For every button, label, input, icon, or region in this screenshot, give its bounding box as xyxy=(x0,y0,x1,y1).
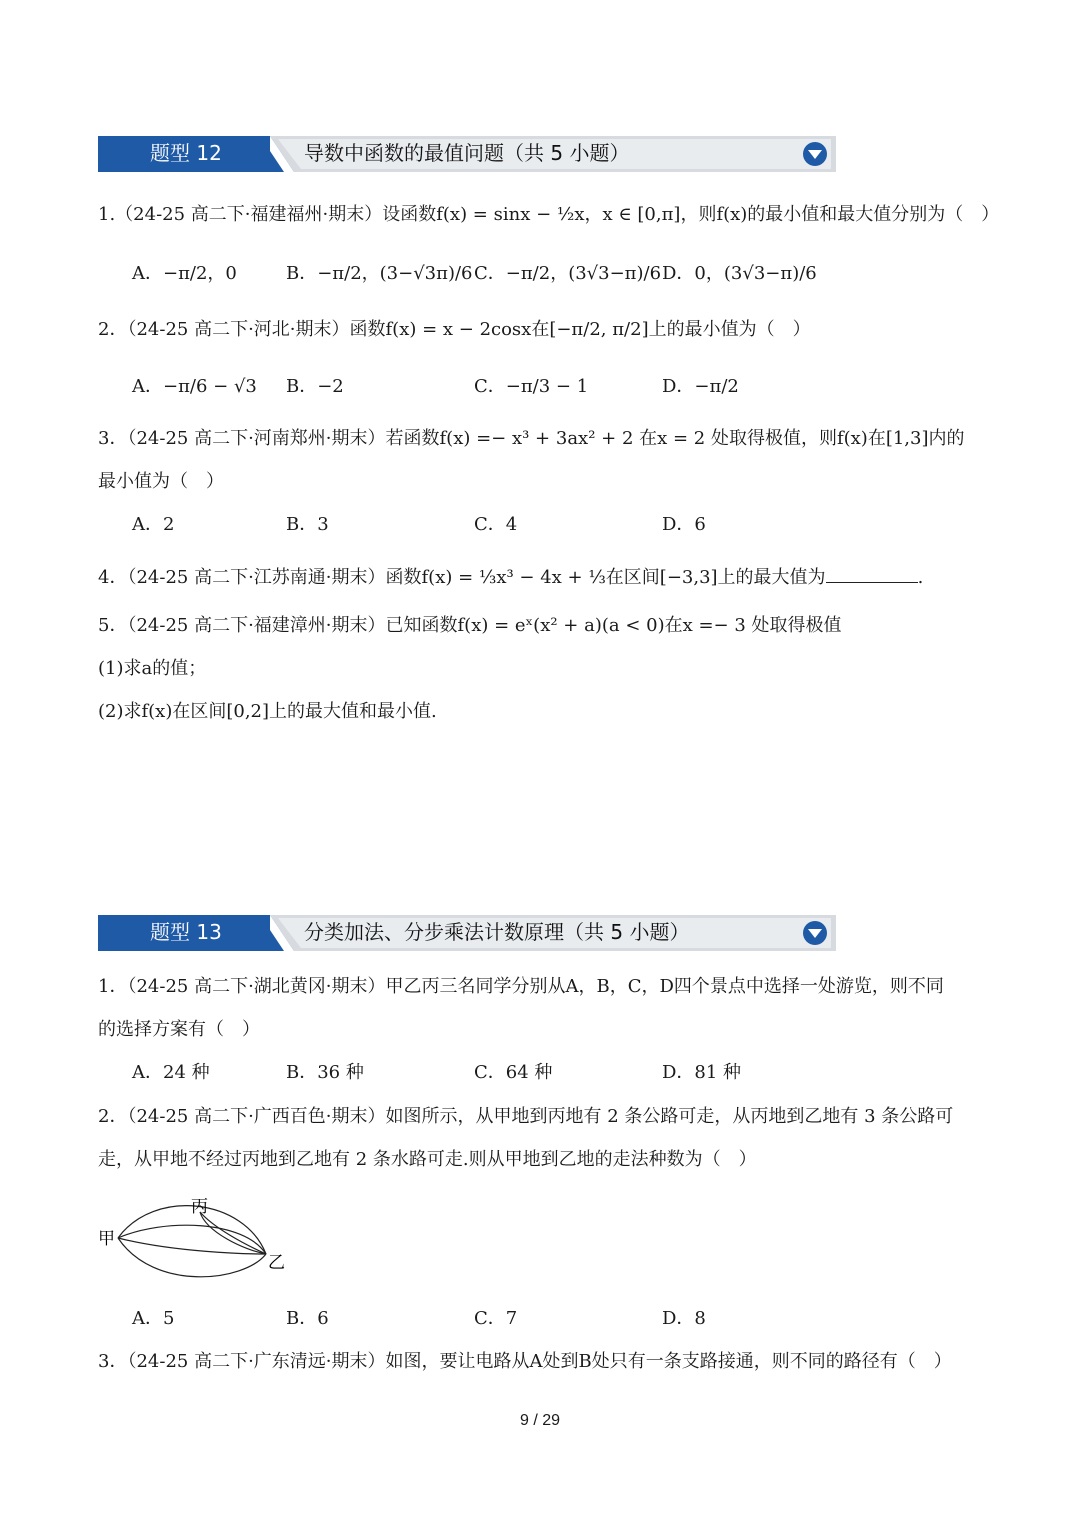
option-a: A．−π/6 − √3 xyxy=(132,376,257,397)
option-a: A．2 xyxy=(132,514,175,535)
option-d: D．81 种 xyxy=(662,1062,742,1083)
question-text: 5．（24-25 高二下·福建漳州·期末）已知函数f(x) = eˣ(x² + a)(a < 0)在x =− 3 处取得极值 xyxy=(98,615,842,636)
option-b: B．−π/2，(3−√3π)/6 xyxy=(286,263,473,284)
question-text: 2．（24-25 高二下·广西百色·期末）如图所示，从甲地到丙地有 2 条公路可走，从丙地到乙地有 3 条公路可 xyxy=(98,1106,954,1127)
option-c: C．−π/2，(3√3−π)/6 xyxy=(474,263,662,284)
option-a: A．5 xyxy=(132,1308,175,1329)
option-c: C．7 xyxy=(474,1308,518,1329)
question-end: . xyxy=(917,567,924,588)
question-text: 3．（24-25 高二下·广东清远·期末）如图，要让电路从A处到B处只有一条支路接通，则不同的路径有（ ） xyxy=(98,1351,952,1372)
page-number: 9 / 29 xyxy=(519,1412,561,1429)
question-text: 1.（24-25 高二下·福建福州·期末）设函数f(x) = sinx − ½x，x ∈ [0,π]，则f(x)的最小值和最大值分别为（ ） xyxy=(98,204,1000,225)
question-text: 3．（24-25 高二下·河南郑州·期末）若函数f(x) =− x³ + 3ax² + 2 在x = 2 处取得极值，则f(x)在[1,3]内的 xyxy=(98,428,965,449)
sub-question: (1)求a的值； xyxy=(98,658,207,679)
option-c: C．−π/3 − 1 xyxy=(474,376,589,397)
question-text-cont: 走，从甲地不经过丙地到乙地有 2 条水路可走.则从甲地到乙地的走法种数为（ ） xyxy=(98,1149,757,1170)
section-title: 分类加法、分步乘法计数原理（共 5 小题） xyxy=(304,920,690,944)
option-c: C．4 xyxy=(474,514,518,535)
water-1 xyxy=(118,1238,266,1254)
sub-question: (2)求f(x)在区间[0,2]上的最大值和最小值. xyxy=(98,701,437,722)
label-yi: 乙 xyxy=(268,1253,285,1273)
option-a: A．−π/2，0 xyxy=(132,263,237,284)
answer-blank xyxy=(826,564,918,583)
option-b: B．36 种 xyxy=(286,1062,364,1083)
option-b: B．3 xyxy=(286,514,329,535)
section-label: 题型 12 xyxy=(100,136,270,170)
question-text: 1．（24-25 高二下·湖北黄冈·期末）甲乙丙三名同学分别从A，B，C，D四个景点中选择一处游览，则不同 xyxy=(98,976,944,997)
option-b: B．6 xyxy=(286,1308,329,1329)
question-fill xyxy=(98,564,923,590)
road-bing-yi xyxy=(200,1212,266,1254)
label-jia: 甲 xyxy=(98,1229,115,1249)
option-b: B．−2 xyxy=(286,376,344,397)
section-13-banner xyxy=(98,915,836,951)
option-d: D．8 xyxy=(662,1308,706,1329)
road-bing-yi xyxy=(200,1212,266,1254)
option-c: C．64 种 xyxy=(474,1062,553,1083)
question-text: 4．（24-25 高二下·江苏南通·期末）函数f(x) = ⅓x³ − 4x + ⅓在区间[−3,3]上的最大值为 xyxy=(98,567,826,588)
route-figure xyxy=(94,1192,294,1284)
question-text-cont: 的选择方案有（ ） xyxy=(98,1019,260,1040)
section-label: 题型 13 xyxy=(100,915,270,949)
option-d: D．6 xyxy=(662,514,706,535)
question-text-cont: 最小值为（ ） xyxy=(98,471,224,492)
option-a: A．24 种 xyxy=(132,1062,210,1083)
section-title: 导数中函数的最值问题（共 5 小题） xyxy=(304,141,630,165)
section-12-banner xyxy=(98,136,836,172)
label-bing: 丙 xyxy=(191,1197,208,1217)
question-text: 2．（24-25 高二下·河北·期末）函数f(x) = x − 2cosx在[−π/2, π/2]上的最小值为（ ） xyxy=(98,319,811,340)
option-d: D．−π/2 xyxy=(662,376,739,397)
option-d: D．0，(3√3−π)/6 xyxy=(662,263,817,284)
